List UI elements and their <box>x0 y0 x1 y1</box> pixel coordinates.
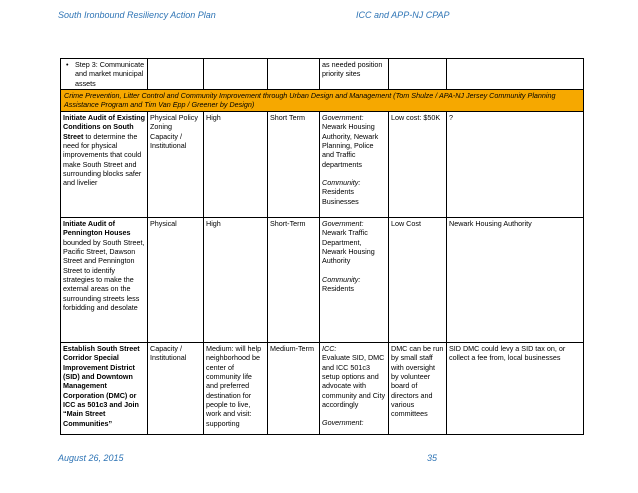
table-cell <box>447 59 584 90</box>
stakeholders-cell <box>320 342 389 434</box>
priority-cell: Medium: will help neighborhood be center of community life and preferred destination for people to live, work and visit: supporting <box>204 342 268 434</box>
bullet-icon: • <box>66 60 69 69</box>
community-list: Residents Businesses <box>322 187 359 206</box>
government-label: Government: <box>322 112 364 122</box>
footer-date: August 26, 2015 <box>58 453 124 463</box>
funding-cell: SID DMC could levy a SID tax on, or collect a fee from, local businesses <box>447 342 584 434</box>
table-row-step <box>61 59 584 90</box>
stakeholder-text: as needed position priority sites <box>322 60 383 79</box>
action-cell <box>61 111 148 217</box>
funding-cell: ? <box>447 111 584 217</box>
community-list: Residents <box>322 283 354 293</box>
cost-cell: DMC can be run by small staff with oversight by volunteer board of directors and various committees <box>389 342 447 434</box>
step-cell <box>61 59 148 90</box>
section-banner-row <box>61 90 584 112</box>
term-cell: Medium-Term <box>268 342 320 434</box>
type-cell: Capacity / Institutional <box>148 342 204 434</box>
step-text: Step 3: Communicate and market municipal assets <box>75 60 145 88</box>
government-label: Government: <box>322 418 364 428</box>
table-cell <box>389 59 447 90</box>
cost-cell: Low Cost <box>389 217 447 342</box>
icc-label: ICC: <box>322 343 337 353</box>
stakeholders-cell <box>320 111 389 217</box>
government-list: Newark Housing Authority, Newark Planning, Police and Traffic departments <box>322 122 379 169</box>
type-cell: Physical Policy Zoning Capacity / Institutional <box>148 111 204 217</box>
action-plan-table <box>60 58 584 435</box>
table-cell <box>148 59 204 90</box>
action-description: to determine the need for physical improvements that could make South Street and surrounding blocks safer and livelier <box>63 131 142 188</box>
table-cell <box>268 59 320 90</box>
community-label: Community: <box>322 274 361 284</box>
table-row <box>61 342 584 434</box>
header-document-title: South Ironbound Resiliency Action Plan <box>58 10 216 20</box>
section-banner: Crime Prevention, Litter Control and Community Improvement through Urban Design and Management (Tom Shulze / APA-NJ Jersey Community Planning Assistance Program and Tim Van Epp / Greener by Design) <box>61 90 584 112</box>
term-cell: Short-Term <box>268 217 320 342</box>
action-cell <box>61 342 148 434</box>
footer-page-number: 35 <box>427 453 438 463</box>
term-cell: Short Term <box>268 111 320 217</box>
type-cell: Physical <box>148 217 204 342</box>
action-cell <box>61 217 148 342</box>
cost-cell: Low cost: $50K <box>389 111 447 217</box>
priority-cell: High <box>204 217 268 342</box>
government-label: Government: <box>322 218 364 228</box>
action-title: Establish South Street Corridor Special Improvement District (SID) and Downtown Management Corporation (DMC) or ICC as 501c3 and Join “Main Street Communities” <box>63 343 140 428</box>
stakeholders-cell <box>320 217 389 342</box>
action-description: bounded by South Street, Pacific Street, Dawson Street and Pennington Street to identify strategies to make the external areas on the surrounding streets less forbidding and desolate <box>63 237 145 313</box>
community-label: Community: <box>322 177 361 187</box>
action-title: Initiate Audit of Existing Conditions on South Street <box>63 112 145 141</box>
table-cell <box>320 59 389 90</box>
icc-actions: Evaluate SID, DMC and ICC 501c3 setup options and advocate with community and City accordingly <box>322 353 386 409</box>
action-title: Initiate Audit of Pennington Houses <box>63 218 131 238</box>
table-row <box>61 217 584 342</box>
header-organization: ICC and APP-NJ CPAP <box>356 10 450 20</box>
table-row <box>61 111 584 217</box>
table-cell <box>204 59 268 90</box>
government-list: Newark Traffic Department, Newark Housing Authority <box>322 228 375 266</box>
priority-cell: High <box>204 111 268 217</box>
funding-cell: Newark Housing Authority <box>447 217 584 342</box>
